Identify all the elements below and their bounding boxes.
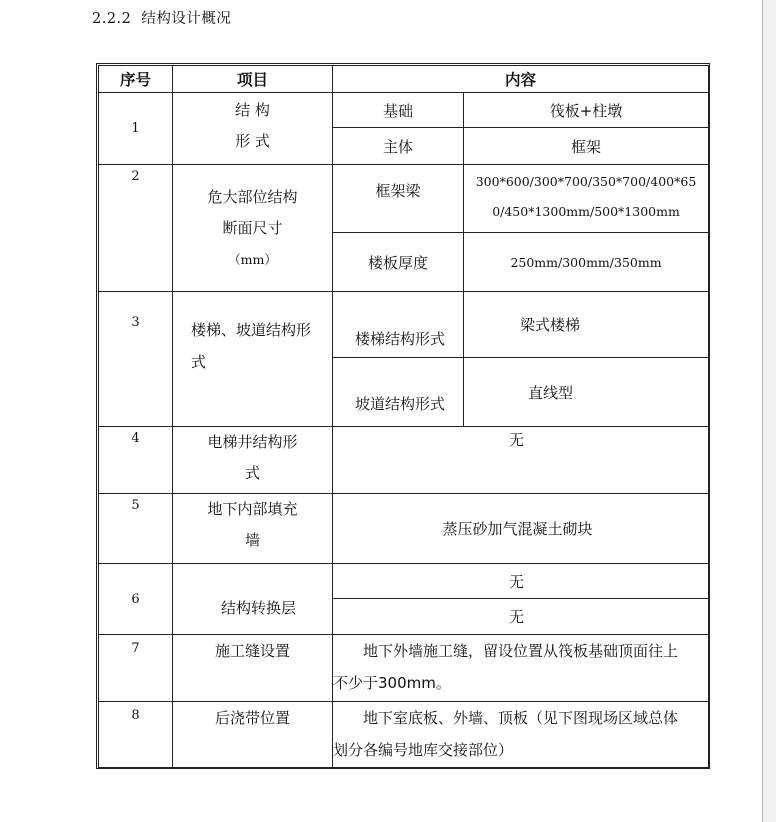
row-item bbox=[173, 427, 333, 494]
row-number: 1 bbox=[99, 93, 173, 165]
value-line: 300*600/300*700/350*700/400*65 bbox=[475, 174, 697, 189]
structure-overview-table bbox=[98, 65, 709, 768]
row-item: 后浇带位置 bbox=[173, 702, 333, 768]
table-row bbox=[99, 427, 709, 494]
row-number: 8 bbox=[99, 702, 173, 768]
item-line: 危大部位结构 bbox=[207, 187, 298, 206]
item-line: 式 bbox=[191, 353, 207, 371]
header-item: 项目 bbox=[173, 66, 333, 93]
sub-value bbox=[464, 165, 709, 233]
row-item bbox=[173, 93, 333, 165]
row-value: 无 bbox=[333, 599, 709, 635]
row-number: 4 bbox=[99, 427, 173, 494]
table-header-row bbox=[99, 66, 709, 93]
item-line: 地下内部填充 bbox=[207, 500, 298, 518]
row-item: 结构转换层 bbox=[173, 564, 333, 635]
table-row bbox=[99, 292, 709, 358]
row-number: 3 bbox=[99, 292, 173, 427]
table-row bbox=[99, 564, 709, 599]
item-line: 结 构 bbox=[235, 101, 270, 119]
row-value: 蒸压砂加气混凝土砌块 bbox=[333, 494, 709, 564]
row-item bbox=[173, 494, 333, 564]
sub-label: 主体 bbox=[333, 128, 464, 165]
section-heading bbox=[92, 7, 231, 28]
value-line: 地下室底板、外墙、顶板（见下图现场区域总体 bbox=[363, 709, 679, 727]
row-value: 无 bbox=[333, 427, 709, 494]
item-line: （mm） bbox=[228, 251, 277, 267]
value-line: 不少于300mm。 bbox=[333, 674, 451, 692]
value-line: 0/450*1300mm/500*1300mm bbox=[492, 204, 680, 219]
item-line: 楼梯、坡道结构形 bbox=[191, 321, 312, 339]
value-line: 地下外墙施工缝，留设位置从筏板基础顶面往上 bbox=[363, 642, 679, 660]
sub-value: 直线型 bbox=[464, 358, 709, 427]
table-row bbox=[99, 494, 709, 564]
item-line: 电梯井结构形 bbox=[207, 433, 298, 451]
row-value: 无 bbox=[333, 564, 709, 599]
table-row bbox=[99, 702, 709, 768]
row-item bbox=[173, 165, 333, 292]
row-value bbox=[333, 635, 709, 702]
table-row bbox=[99, 165, 709, 233]
sub-label: 楼梯结构形式 bbox=[333, 292, 464, 358]
sub-value: 250mm/300mm/350mm bbox=[464, 233, 709, 292]
sub-label: 框架梁 bbox=[333, 165, 464, 233]
row-number: 6 bbox=[99, 564, 173, 635]
section-number: 2.2.2 bbox=[92, 11, 132, 27]
sub-value: 框架 bbox=[464, 128, 709, 165]
section-title: 结构设计概况 bbox=[141, 11, 232, 27]
header-content: 内容 bbox=[333, 66, 709, 93]
row-number: 7 bbox=[99, 635, 173, 702]
item-line: 墙 bbox=[244, 531, 260, 549]
item-line: 形 式 bbox=[235, 132, 270, 150]
value-line: 划分各编号地库交接部位） bbox=[333, 741, 514, 759]
table-row bbox=[99, 93, 709, 128]
table-row bbox=[99, 635, 709, 702]
row-number: 2 bbox=[99, 165, 173, 292]
sub-label: 坡道结构形式 bbox=[333, 358, 464, 427]
row-item: 施工缝设置 bbox=[173, 635, 333, 702]
sub-label: 楼板厚度 bbox=[333, 233, 464, 292]
sub-value: 筏板+柱墩 bbox=[464, 93, 709, 128]
item-line: 式 bbox=[244, 464, 260, 482]
sub-value: 梁式楼梯 bbox=[464, 292, 709, 358]
item-line: 断面尺寸 bbox=[222, 218, 283, 237]
row-value bbox=[333, 702, 709, 768]
header-seq: 序号 bbox=[99, 66, 173, 93]
window-edge bbox=[762, 0, 776, 822]
row-number: 5 bbox=[99, 494, 173, 564]
row-item bbox=[173, 292, 333, 427]
sub-label: 基础 bbox=[333, 93, 464, 128]
